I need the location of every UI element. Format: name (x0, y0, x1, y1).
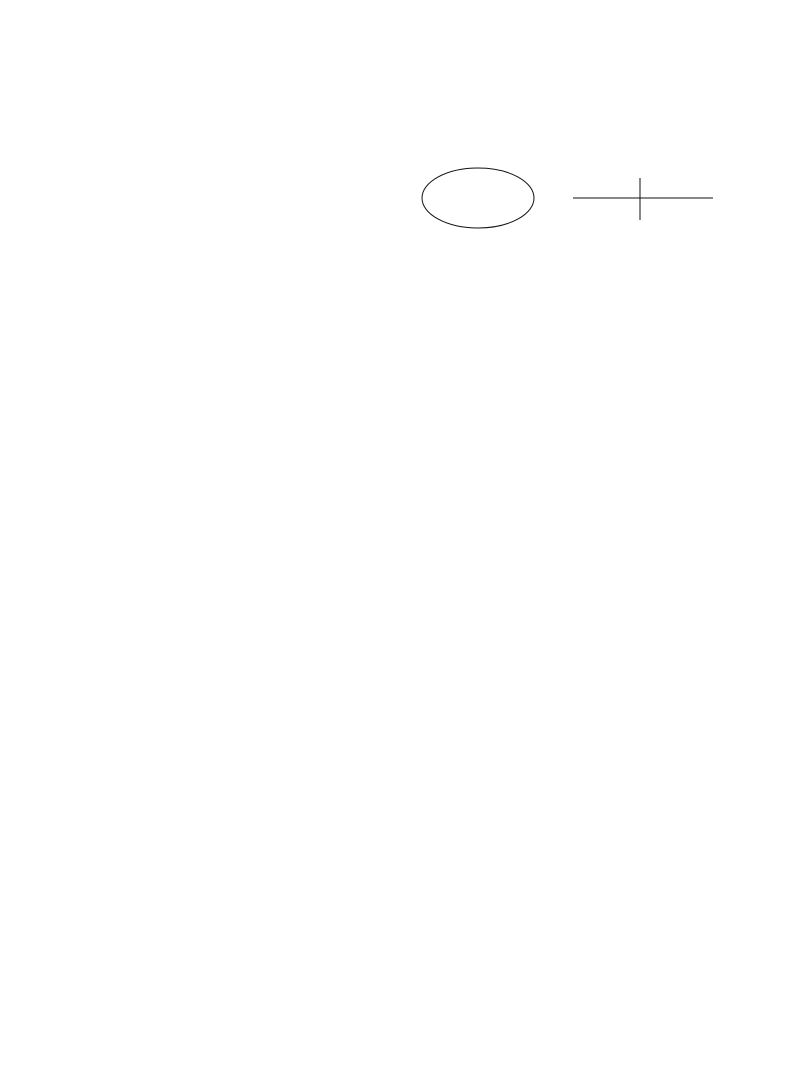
right-column (408, 150, 723, 258)
tidal-current-figure (408, 158, 723, 258)
tidal-diagram (408, 158, 723, 238)
left-column (88, 150, 400, 152)
